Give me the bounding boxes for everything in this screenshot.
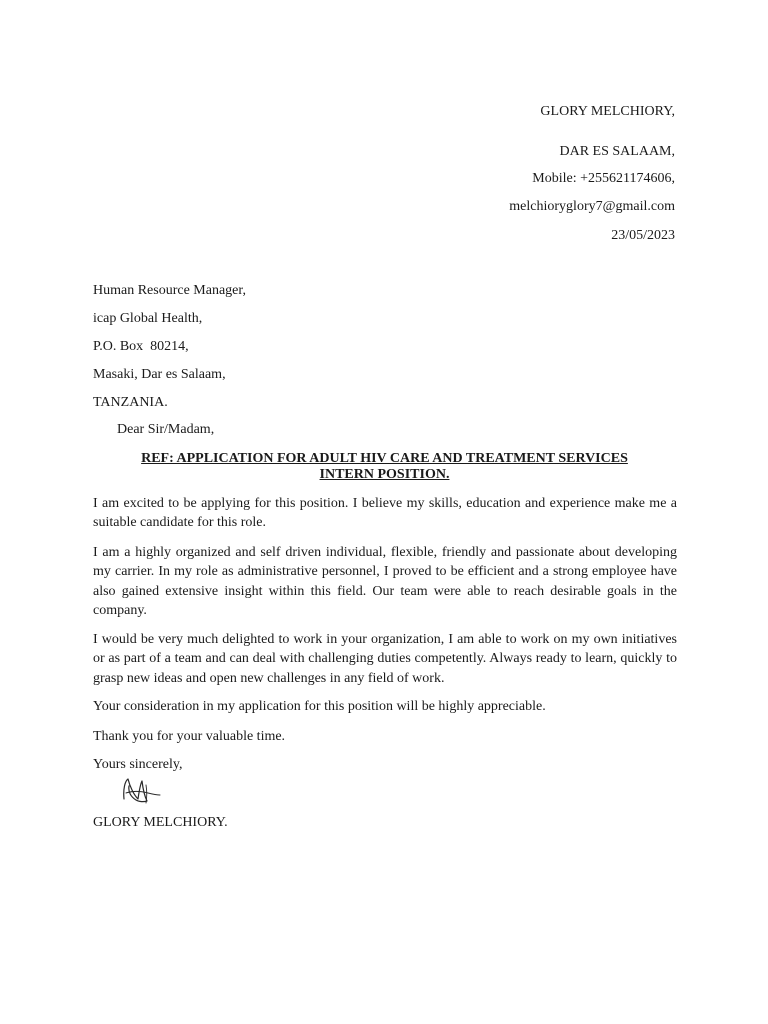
reference-heading	[93, 451, 676, 483]
body-paragraph-4: Your consideration in my application for this position will be highly appreciable.	[93, 699, 546, 714]
sender-mobile: Mobile: +255621174606,	[532, 171, 675, 186]
sender-city: DAR ES SALAAM,	[559, 144, 675, 159]
letter-date: 23/05/2023	[611, 228, 675, 243]
salutation: Dear Sir/Madam,	[117, 422, 215, 437]
sender-name: GLORY MELCHIORY,	[540, 104, 675, 119]
valediction: Yours sincerely,	[93, 757, 183, 772]
recipient-location: Masaki, Dar es Salaam,	[93, 367, 226, 382]
reference-line-2: INTERN POSITION.	[319, 467, 450, 482]
thank-you-line: Thank you for your valuable time.	[93, 729, 286, 744]
body-paragraph-3: I would be very much delighted to work in your organization, I am able to work on my own initiatives or as part of a team and can deal with challenging duties competently. Always ready to learn, quickly to grasp new ideas and open new challenges in any field of work.	[93, 632, 677, 686]
signatory-name: GLORY MELCHIORY.	[93, 815, 228, 830]
body-paragraph-2: I am a highly organized and self driven individual, flexible, friendly and passionate about developing my carrier. In my role as administrative personnel, I proved to be efficient and a strong employee have also gained extensive insight within this field. Our team were able to reach desirable goals in the company.	[93, 545, 677, 619]
sender-email: melchioryglory7@gmail.com	[509, 199, 675, 214]
recipient-title: Human Resource Manager,	[93, 283, 246, 298]
signature-icon	[116, 775, 166, 809]
recipient-country: TANZANIA.	[93, 395, 168, 410]
reference-line-1: REF: APPLICATION FOR ADULT HIV CARE AND TREATMENT SERVICES	[141, 451, 628, 466]
recipient-organization: icap Global Health,	[93, 311, 203, 326]
recipient-po-box: P.O. Box 80214,	[93, 339, 189, 354]
body-paragraph-1: I am excited to be applying for this position. I believe my skills, education and experience make me a suitable candidate for this role.	[93, 496, 677, 531]
